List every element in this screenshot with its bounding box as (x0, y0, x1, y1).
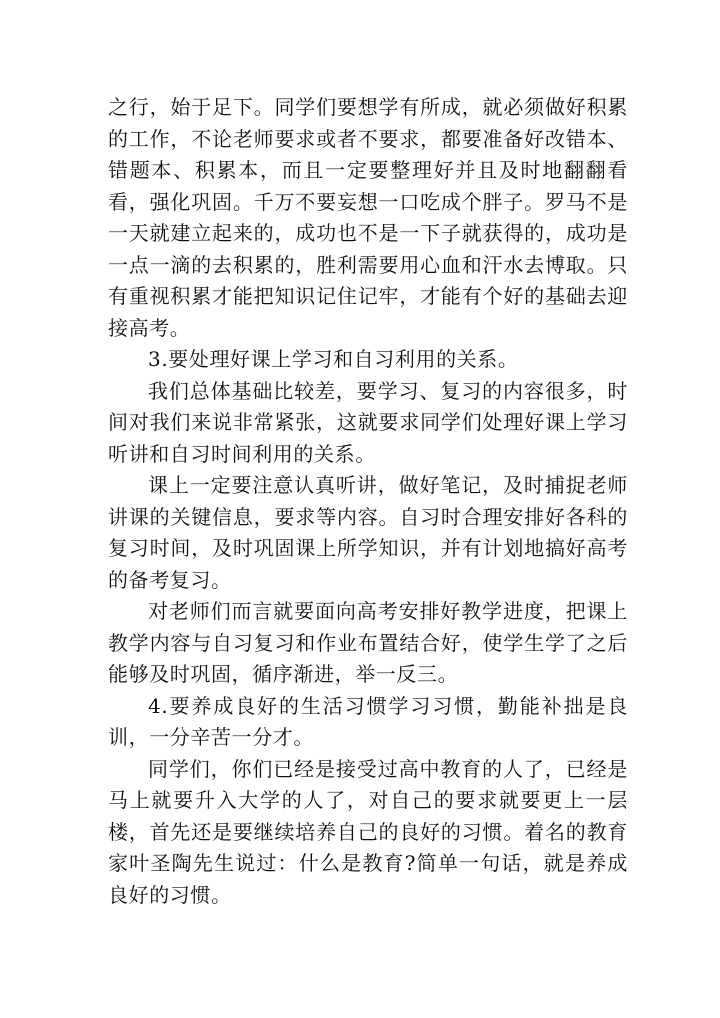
paragraph-continuation: 之行，始于足下。同学们要想学有所成，就必须做好积累的工作，不论老师要求或者不要求，都要准备好改错本、错题本、积累本，而且一定要整理好并且及时地翻翻看看，强化巩固。千万不要妄想一口吃成个胖子。罗马不是一天就建立起来的，成功也不是一下子就获得的，成功是一点一滴的去积累的，胜利需要用心血和汗水去博取。只有重视积累才能把知识记住记牢，才能有个好的基础去迎接高考。 (108, 95, 628, 340)
paragraph-heading-3: 3.要处理好课上学习和自习利用的关系。 (148, 347, 519, 371)
paragraph-foundation: 我们总体基础比较差，要学习、复习的内容很多，时间对我们来说非常紧张，这就要求同学们处理好课上学习听讲和自习时间利用的关系。 (108, 378, 628, 466)
document-body (108, 92, 628, 911)
paragraph-teachers: 对老师们而言就要面向高考安排好教学进度，把课上教学内容与自习复习和作业布置结合好，使学生学了之后能够及时巩固，循序渐进，举一反三。 (108, 599, 628, 686)
paragraph-classroom: 课上一定要注意认真听讲，做好笔记，及时捕捉老师讲课的关键信息，要求等内容。自习时合理安排好各科的复习时间，及时巩固课上所学知识，并有计划地搞好高考的备考复习。 (108, 473, 628, 592)
paragraph-heading-4: 4.要养成良好的生活习惯学习习惯，勤能补拙是良训，一分辛苦一分才。 (108, 693, 628, 749)
paragraph-habits: 同学们，你们已经是接受过高中教育的人了，已经是马上就要升入大学的人了，对自己的要求就要更上一层楼，首先还是要继续培养自己的良好的习惯。着名的教育家叶圣陶先生说过：什么是教育?简单一句话，就是养成良好的习惯。 (108, 756, 628, 907)
